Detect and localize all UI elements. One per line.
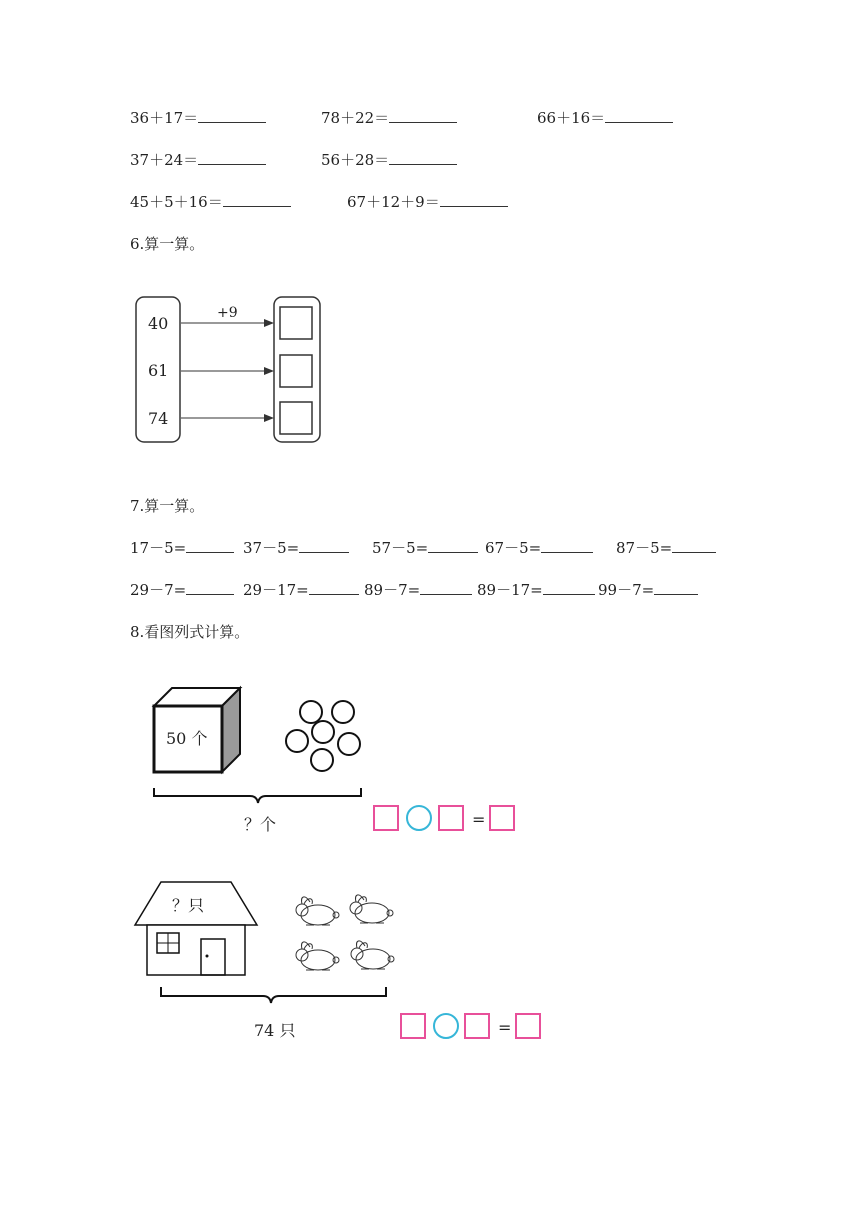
rabbit-icon [351, 941, 394, 969]
q7-row2-item3: 89－7= [364, 579, 472, 600]
q8-figure-2 [135, 882, 540, 1040]
q6-title: 6.算一算。 [130, 235, 205, 253]
rabbit-icon [350, 895, 393, 923]
input-value-1: 40 [148, 314, 169, 333]
answer-box[interactable] [516, 1014, 540, 1038]
arrow-icon [181, 367, 274, 375]
brace-icon [161, 987, 386, 1003]
equation-template [401, 1014, 540, 1038]
q7-row1-item4: 67－5= [485, 537, 593, 558]
equation-template [374, 806, 514, 830]
circle-icon [311, 749, 333, 771]
rabbit-icon [296, 897, 339, 925]
q5-row1-item1: 36＋17＝ [130, 107, 266, 128]
q5-row2-item1: 37＋24＝ [130, 149, 266, 170]
q8-figure-1 [154, 688, 514, 834]
q7-row2-item4: 89－17= [477, 579, 595, 600]
circle-icon [332, 701, 354, 723]
input-value-3: 74 [148, 409, 169, 428]
answer-box[interactable] [465, 1014, 489, 1038]
q7-row1-item1: 17－5= [130, 537, 234, 558]
answer-box[interactable] [280, 355, 312, 387]
answer-box[interactable] [374, 806, 398, 830]
q7-row2-item2: 29－17= [243, 579, 359, 600]
answer-box[interactable] [401, 1014, 425, 1038]
q5-row3-item1: 45＋5＋16＝ [130, 191, 291, 212]
q5-row2-item2: 56＋28＝ [321, 149, 457, 170]
q5-row3-item2: 67＋12＋9＝ [347, 191, 508, 212]
answer-box[interactable] [280, 402, 312, 434]
q7-row2-item5: 99－7= [598, 579, 698, 600]
q7-title: 7.算一算。 [130, 497, 205, 515]
operation-label: +9 [217, 305, 238, 321]
q7-row1-item2: 37－5= [243, 537, 349, 558]
equals-sign: = [472, 810, 486, 829]
q7-row1-item3: 57－5= [372, 537, 478, 558]
q8-title: 8.看图列式计算。 [130, 623, 250, 641]
roof-label: ？只 [172, 896, 205, 915]
circle-icon [338, 733, 360, 755]
equals-sign: = [498, 1018, 512, 1037]
total-label: 74 只 [254, 1021, 296, 1040]
circle-icon [300, 701, 322, 723]
operator-circle[interactable] [434, 1014, 458, 1038]
brace-icon [154, 788, 361, 803]
box-label: 50 个 [166, 729, 208, 748]
answer-box[interactable] [490, 806, 514, 830]
input-value-2: 61 [148, 361, 169, 380]
total-label: ？个 [244, 815, 277, 834]
q7-row1-item5: 87－5= [616, 537, 716, 558]
q7-row2-item1: 29－7= [130, 579, 234, 600]
operator-circle[interactable] [407, 806, 431, 830]
arrow-icon [181, 414, 274, 422]
q5-row1-item3: 66＋16＝ [537, 107, 673, 128]
answer-box[interactable] [439, 806, 463, 830]
circle-icon [286, 730, 308, 752]
circle-icon [312, 721, 334, 743]
q5-row1-item2: 78＋22＝ [321, 107, 457, 128]
rabbit-icon [296, 942, 339, 970]
circles-group [286, 701, 360, 771]
output-column [274, 297, 320, 442]
q6-diagram [136, 297, 320, 442]
answer-box[interactable] [280, 307, 312, 339]
